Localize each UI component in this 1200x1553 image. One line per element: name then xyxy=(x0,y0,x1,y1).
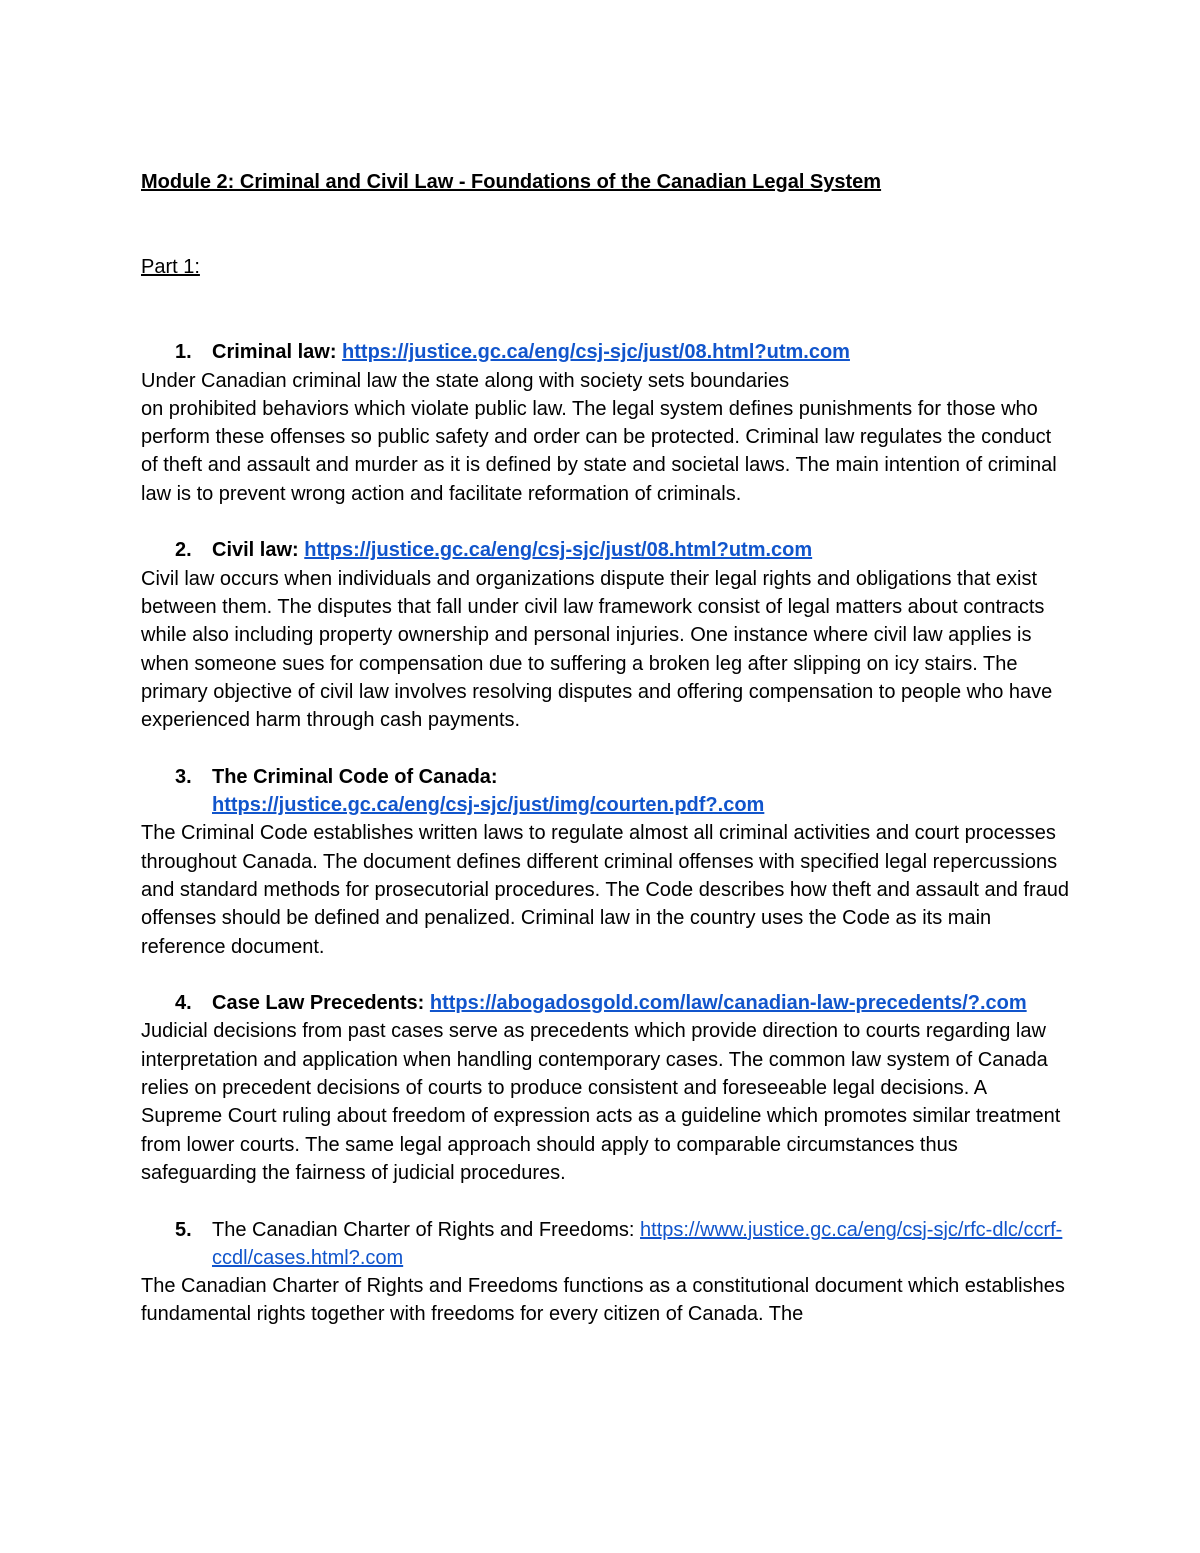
item-label: The Canadian Charter of Rights and Freedoms: xyxy=(212,1218,635,1241)
item-link[interactable]: https://www.justice.gc.ca/eng/csj-sjc/rfc-dlc/ccrf-ccdl/cases.html?.com xyxy=(212,1218,1063,1269)
item-heading xyxy=(141,763,1071,820)
item-number: 2. xyxy=(175,539,192,562)
item-heading xyxy=(141,338,1071,366)
list-item-case-law xyxy=(141,989,1071,1187)
item-link[interactable]: https://justice.gc.ca/eng/csj-sjc/just/08.html?utm.com xyxy=(304,539,813,562)
document-title: Module 2: Criminal and Civil Law - Foundations of the Canadian Legal System xyxy=(141,171,882,193)
item-label: Case Law Precedents: xyxy=(212,992,425,1015)
item-heading xyxy=(141,989,1071,1017)
item-number: 1. xyxy=(175,341,192,364)
list-item-criminal-law xyxy=(141,338,1071,508)
item-paragraph: Civil law occurs when individuals and organizations dispute their legal rights and obligations that exist between them. The disputes that fall under civil law framework consist of legal matters about contracts while also including property ownership and personal injuries. One instance where civil law applies is when someone sues for compensation due to suffering a broken leg after slipping on icy stairs. The primary objective of civil law involves resolving disputes and offering compensation to people who have experienced harm through cash payments. xyxy=(141,567,1053,732)
item-heading xyxy=(141,536,1071,564)
item-paragraph: Judicial decisions from past cases serve as precedents which provide direction to courts regarding law interpretation and application when handling contemporary cases. The common law system of Canada relies on precedent decisions of courts to produce consistent and foreseeable legal decisions. A Supreme Court ruling about freedom of expression acts as a guideline which promotes similar treatment from lower courts. The same legal approach should apply to comparable circumstances thus safeguarding the fairness of judicial procedures. xyxy=(141,1020,1061,1184)
item-link[interactable]: https://abogadosgold.com/law/canadian-law-precedents/?.com xyxy=(429,992,1027,1015)
item-heading xyxy=(141,1216,1071,1273)
item-number: 4. xyxy=(175,992,192,1015)
item-number: 5. xyxy=(175,1218,192,1241)
item-label: Criminal law: xyxy=(212,341,337,364)
item-link[interactable]: https://justice.gc.ca/eng/csj-sjc/just/08.html?utm.com xyxy=(342,341,850,364)
item-paragraph: The Canadian Charter of Rights and Freedoms functions as a constitutional document which establishes fundamental rights together with freedoms for every citizen of Canada. The xyxy=(141,1275,1065,1326)
item-paragraph: The Criminal Code establishes written laws to regulate almost all criminal activities and court processes throughout Canada. The document defines different criminal offenses with specified legal repercussions and standard methods for prosecutorial procedures. The Code describes how theft and assault and fraud offenses should be defined and penalized. Criminal law in the country uses the Code as its main reference document. xyxy=(141,822,1069,958)
item-label: Civil law: xyxy=(212,539,299,562)
list-item-charter xyxy=(141,1216,1071,1329)
item-number: 3. xyxy=(175,765,192,788)
part-label: Part 1: xyxy=(141,256,200,278)
document-page xyxy=(141,168,1071,1329)
item-link[interactable]: https://justice.gc.ca/eng/csj-sjc/just/img/courten.pdf?.com xyxy=(212,794,765,817)
item-label: The Criminal Code of Canada: xyxy=(212,765,498,788)
list-item-criminal-code xyxy=(141,763,1071,961)
list-item-civil-law xyxy=(141,536,1071,734)
item-paragraph: Under Canadian criminal law the state along with society sets boundaries on prohibited behaviors which violate public law. The legal system defines punishments for those who perform these offenses so public safety and order can be protected. Criminal law regulates the conduct of theft and assault and murder as it is defined by state and societal laws. The main intention of criminal law is to prevent wrong action and facilitate reformation of criminals. xyxy=(141,369,1057,505)
